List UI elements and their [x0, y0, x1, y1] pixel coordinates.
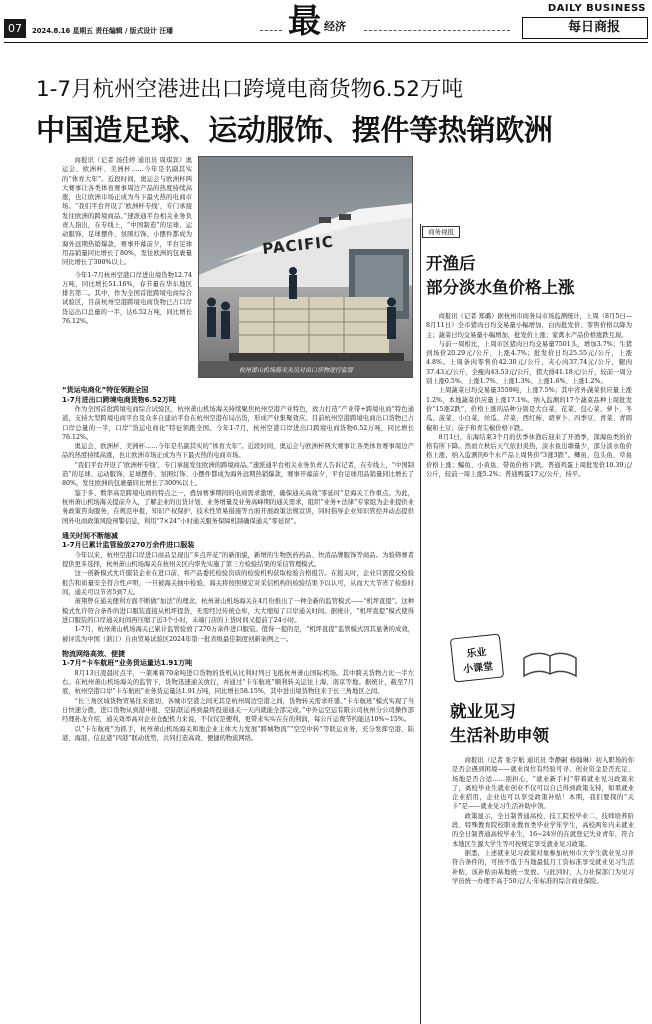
intro-column [62, 156, 192, 326]
body-paragraph: 萧翔曾在通关便利方面不断做“加法”的理念，杭州萧山机场海关在4月份推出了一种全新的监管模式——“机坪直提”。这种模式允许符合条件的进口服装直接从机坪提货，无需经过传统仓库，大大缩短了口岸通关时间。据统计，“机坪直提”模式使得进口服装的口岸通关时间再压缩了近3个小时，未端门店的上货时间又提前了24小时。 [62, 598, 414, 624]
side-paragraph: 据悉，上述就业见习政策对象参加杭州市大学生就业见习并符合条件的，可按不低于当地最低月工资标准享受就业见习生活补贴，该补贴由基地统一发放。与此同时，人力社保部门为见习学员统一办理不高于50元/人·年标准的综合商业保险。 [452, 849, 634, 885]
section-subheading: 1-7月进出口跨境电商货物6.52万吨 [62, 395, 176, 404]
masthead-en: DAILY BUSINESS [547, 3, 646, 14]
side-headline2-line1: 就业见习 [450, 702, 516, 721]
body-paragraph: 这一创新模式允许服装企业在进口前，将产品委托检验资质的检验机构获取检验合格报告。在报关时，企业只需提交检验报告和质量安全符合性声明，一旦被海关抽中检验，海关将按照规定对采信机构的检验结果予以认可，从而大大节省了检验时间，通关可以节省5到7天。 [62, 570, 414, 597]
dashed-rule [364, 30, 510, 31]
masthead-cn: 每日商报 [568, 20, 621, 35]
body-paragraph: 以“卡车航班”为抓手，杭州萧山机场海关和地企业主体大力发展“跨城物流”“空空中转”等联运业务，充分发挥空港、陆港、海港、信息港“四港”联动优势，共同打造高效、便捷的物流网络。 [62, 725, 414, 742]
airline-logo: PACIFIC [261, 232, 335, 258]
side-headline-2 [450, 700, 549, 748]
body-paragraph: “我们平台开设了‘欧洲杯专线’，专门承接发往欧洲的跨境商品。”速派通平台相关业务负责人告诉记者，在专线上，“中国制造”的足球、运动服饰、足球摆件、氛围灯饰、小摆件都成为海外远期热销爆款，赛事开幕前夕，平台足球用品销量同比增长了80%，发往欧洲的包裹量同比增长了300%以上。 [62, 461, 414, 488]
page-number: 07 [4, 19, 26, 38]
airport-photo-illustration [199, 157, 413, 378]
body-paragraph: 奥运会、欧洲杯、美洲杯……今年是名副其实的“体育大年”。近段时间，奥运会与欧洲杯两大赛事让各类体育赛事周边产品的热度持续高涨，也让欧洲市场正成为当下最火热的电商市场。 [62, 443, 414, 460]
header-bar [0, 0, 652, 44]
body-paragraph: 1-7月，杭州萧山机场海关已累计监管验放了270万余件进口服装。值得一提的是，“机坪直提”监管模式因其显著的成效，被评选为中国（浙江）自由贸易试验区2024年第一批省级最佳制度创新案例之一。 [62, 626, 414, 643]
intro-paragraph: 今年1-7月杭州空港口岸进出境货物12.74万吨，同比增长51.16%，春节量在华东地区排名第二。其中，作为全国首批跨境电商综合试验区，目前杭州空港跨境电商货物已占口岸货运出口总量的一半，达6.52万吨，同比增长76.12%。 [62, 271, 192, 326]
airport-photo [198, 156, 413, 378]
side-paragraph: 上周蔬菜日均交易量3559吨，上涨7.5%；其中省外蔬菜供应量上涨1.2%，本地蔬菜供应量上涨17.1%。纳入监测的17个蔬菜品种上周批发价“15涨2跌”，价格上涨的品种分别是大白菜、花菜、包心菜、萝卜、冬瓜、菠菜、小白菜、丝瓜、芹菜、西红柿、胡萝卜、四季豆、青菜、青圆椒和土豆；茄子和青尖椒价格下跌。 [426, 387, 632, 432]
side-tag [422, 226, 460, 238]
side-paragraph: 与前一周相比，上周市区猪肉日均交易量7501头，增加3.7%；生猪到场价20.29元/公斤，上涨4.7%；批发价日均25.55元/公斤，上涨4.8%。上周条肉零售价42.30元/公斤，夹心肉37.74元/公斤，腿肉37.43元/公斤，全瘦肉43.53元/公斤，猪大排41.18元/公斤，较前一周分别上涨0.5%、上涨1.7%、上涨1.3%、上涨1.6%、上涨1.2%。 [426, 340, 632, 386]
body-paragraph: 8月13日凌晨时点半，一架乘着70余吨进口货物的货机从比利时列日飞抵杭州萧山国际机场。其中跨关货物占比一半左右。在杭州萧山机场海关的监管下，货物迅速通关放行，并通过“卡车航班”顺利转关运往上海、南京等地。据统计，截至7月底，杭州空港口岸“卡车航班”业务货运量达1.91万吨，同比增长58.15%，其中进出境货物往来于长三角地区之间。 [62, 669, 414, 696]
badge-line2: 小课堂 [462, 661, 494, 676]
body-paragraph: 作为全国首批跨境电商综合试验区，杭州萧山机场海关持续聚焦杭州空港产业特色，致力打造“产业带+跨境电商”特色通道，支持大型跨境电商平台及众多自建站平台在杭州空港布局出货，形成产业集聚效应。目前杭州空港跨境电商出口货物已占口岸总量的一半，口岸“货运电商化”特征领跑全国。今年1-7月，杭州空港口岸进出口跨境电商货物6.52万吨，同比增长76.12%。 [62, 406, 414, 441]
column-divider [420, 224, 421, 1024]
section-subheading: 1-7月已累计监管验放270万余件进口服装 [62, 541, 195, 550]
body-paragraph: “长三角区域货物贸易往来密切，各城市空港之间无其是杭州周边空港之间，货物转关需求旺盛。”卡车航班“模式实现了当日快速分拨，进口货物从到港申报、空陆联运再到最终投递通关一天内就能全部完成。”中外运空运有限公司杭州分公司操作部经理孙龙介绍，通关效率高对企业仓配机力来说，不仅仅是便利，更带来实实在在的利润，每公斤运费节约能达10%~15%。 [62, 697, 414, 724]
date-line: 2024.8.16 星期五 责任编辑 / 版式设计 汪璠 [32, 27, 173, 35]
badge-line1: 乐业 [466, 647, 488, 661]
side-headline-line1: 开渔后 [426, 254, 476, 273]
side-article-2 [452, 756, 634, 886]
body-paragraph: 今年以来，杭州空港口岸进口商品呈现出“多点开花”的新面貌，新增的生物医药药品、快消品牌服饰等商品。为验筛赛者提供更多选择，杭州萧山机场海关在杭州关区内率先实施了第三方检验结果的采信管理模式。 [62, 551, 414, 569]
section-heading: “货运电商化”特征领跑全国 [62, 386, 149, 394]
side-paragraph: 商报讯（记者 郑璐）据杭州市商务局市场监测统计，上周（8月5日—8月11日）全市猪肉日均交易量小幅增加，白肉批发价、零售价格以降为主；蔬菜日均交易量小幅增加，批发价上涨；家禽水产品价格涨跌互现。 [426, 313, 632, 339]
header-rule [4, 42, 648, 43]
section-heading: 物流网络高效、便捷 [62, 649, 125, 658]
side-tag-label: 商务视报 [428, 228, 454, 236]
book-icon [520, 650, 580, 680]
section-subheading: 1-7月“卡车航班”业务货运量达1.91万吨 [62, 659, 193, 668]
photo-caption: 杭州萧山机场海关关员对出口货物进行监管 [239, 367, 354, 374]
side-headline [426, 252, 575, 300]
section-heading: 通关时间不断缩减 [62, 531, 118, 540]
section-mark: 最 [288, 1, 321, 40]
side-paragraph: 政策显示，全日制普通高校、技工院校毕业二、技师培养阶段、特殊教育院校职业教育类毕业学年学生，高校两年内未就业的全日制普通高校毕业生，16~24岁的在就登记失业青年，符合本地区生源大学生等可按规定享受就业见习政策。 [452, 812, 634, 848]
side-paragraph: 8月1日，东海结束3个月的伏季休渔后迎来了开渔季，深海鱼类的价格有所下降。然而立秋后天气依旧炎热，淡水鱼出塘量少，部分淡水鱼价格上涨，纳入监测的6个水产品上周售价“3涨3跌”。鲫鱼、包头鱼、草鱼价格上涨；鳊鱼、小黄鱼、带鱼价格下跌。普通鸡蛋上周批发价10.39元/公斤，较前一周上涨5.2%；普通鸭蛋17元/公斤，持平。 [426, 433, 632, 479]
dashed-rule [260, 30, 282, 31]
side-article [426, 312, 632, 479]
section-name: 经济 [324, 20, 346, 33]
article-body [62, 386, 414, 743]
side-paragraph: 商报讯（记者 张宇航 通讯员 李静嗣 杨翰琳）初入职场的你是否会遇到困境——就业岗位有经验可寻、创业资金是否充足、场地是否合适……别担心，“就业新手村”带着就业见习政策来了，离校毕业生就业创业不仅可以自己得到政策支持，如果就业企业招用，企业也可以享受政策补贴！本期，我们要探的“关卡”是——就业见习生活补助申领。 [452, 757, 634, 811]
body-paragraph: 鉴于多、数率高是跨境电商的特点之一，叠加赛事期间的电商需求激增，确保通关高效“零延时”是海关工作重点。为此，杭州萧山机场海关提前介入，了解企业的出货计划、业务增量及业务高峰期的通关需求，组织“业务+法律”专家组为企业提供业务政策咨询服务，在规范申报、知识产权保护、技术性贸易措施等方面开展政策法规宣讲，同时指导企业知识管控并动态提供国外电商政策风险预警信息，利用“7×24”小时通关服务保障机制确保通关“零延误”。 [62, 489, 414, 525]
side-headline2-line2: 生活补助申领 [450, 726, 549, 745]
intro-paragraph: 商报讯（记者 汤佳婷 通讯员 周琪宾）奥运会、欧洲杯、美洲杯……今年是名副其实的“体育大年”。近段时间，奥运会与欧洲杯两大赛事让各类体育赛事周边产品的热度持续高涨，也让欧洲市场正成为当下最火热的电商市场。“我们平台开设了‘欧洲杯专线’，专门承接发往欧洲的跨境商品。”速派通平台相关业务负责人指出，在专线上，“中国制造”的足球、运动服饰、足球摆件、氛围灯饰、小摆件都成为海外远期热销爆款，赛事开幕前夕，平台足球用品销量同比增长了80%，发往欧洲的包裹量同比增长了300%以上。 [62, 157, 192, 267]
side-headline-line2: 部分淡水鱼价格上涨 [426, 278, 575, 297]
article-title: 中国造足球、运动服饰、摆件等热销欧洲 [36, 113, 553, 147]
column-badge [450, 634, 504, 683]
article-subtitle: 1-7月杭州空港进出口跨境电商货物6.52万吨 [36, 77, 463, 102]
